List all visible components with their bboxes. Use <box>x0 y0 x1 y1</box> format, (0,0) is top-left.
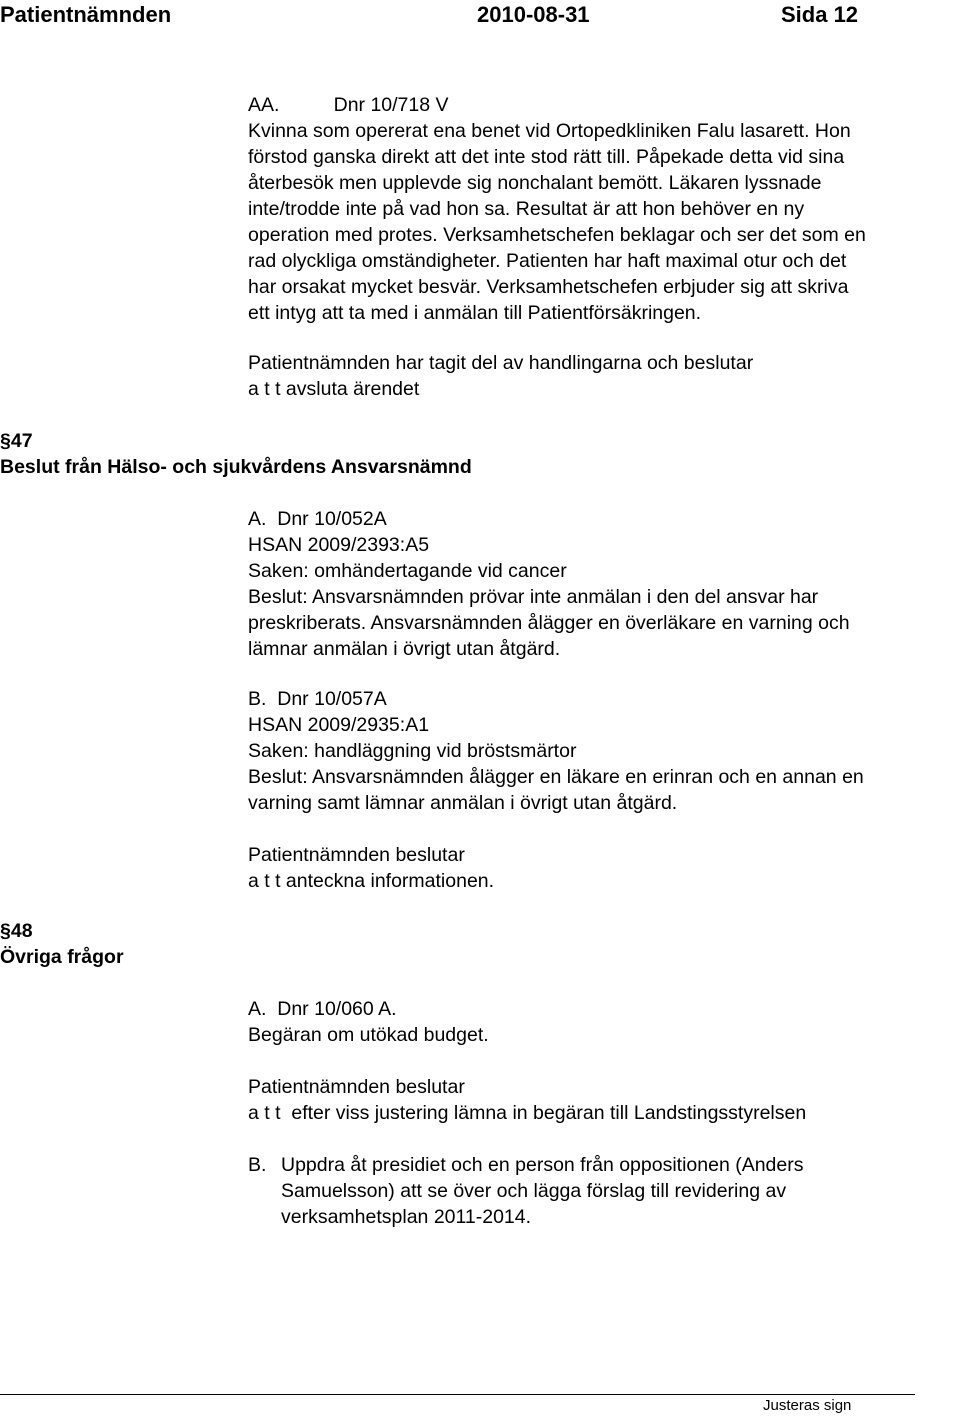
case-line: varning samt lämnar anmälan i övrigt utan åtgärd. <box>248 792 678 814</box>
decision-line: a t t anteckna informationen. <box>248 870 495 892</box>
section-48-item-b-label: B. <box>248 1154 267 1176</box>
item-line: A. Dnr 10/060 A. <box>248 998 397 1020</box>
case-aa-line: Kvinna som opererat ena benet vid Ortopedkliniken Falu lasarett. Hon <box>248 120 851 142</box>
section-47-title: Beslut från Hälso- och sjukvårdens Ansvarsnämnd <box>0 456 472 478</box>
section-48-number: §48 <box>0 920 33 942</box>
case-line: A. Dnr 10/052A <box>248 508 387 530</box>
section-48-item-a <box>248 996 960 1048</box>
case-aa-line: rad olyckliga omständigheter. Patienten har haft maximal otur och det <box>248 250 847 272</box>
case-line: HSAN 2009/2935:A1 <box>248 714 430 736</box>
section-47-case-a <box>248 506 960 662</box>
section-48-title: Övriga frågor <box>0 946 124 968</box>
section-47-number: §47 <box>0 430 33 452</box>
case-line: HSAN 2009/2393:A5 <box>248 534 430 556</box>
case-line: preskriberats. Ansvarsnämnden ålägger en överläkare en varning och <box>248 612 850 634</box>
item-line: verksamhetsplan 2011-2014. <box>281 1206 532 1228</box>
case-line: Beslut: Ansvarsnämnden ålägger en läkare en erinran och en annan en <box>248 766 864 788</box>
decision-line: a t t efter viss justering lämna in begäran till Landstingsstyrelsen <box>248 1102 807 1124</box>
decision-line: Patientnämnden har tagit del av handlingarna och beslutar <box>248 352 754 374</box>
case-aa-line: inte/trodde inte på vad hon sa. Resultat är att hon behöver en ny <box>248 198 805 220</box>
case-line: Saken: handläggning vid bröstsmärtor <box>248 740 577 762</box>
section-48-decision <box>248 1074 960 1126</box>
case-aa-line: förstod ganska direkt att det inte stod rätt till. Påpekade detta vid sina <box>248 146 845 168</box>
case-aa-line: operation med protes. Verksamhetschefen beklagar och ser det som en <box>248 224 866 246</box>
item-line: Begäran om utökad budget. <box>248 1024 489 1046</box>
case-aa-decision <box>248 350 960 402</box>
case-aa-line: AA. Dnr 10/718 V <box>248 94 449 116</box>
signature-line <box>0 1394 915 1395</box>
header-page-number: Sida 12 <box>781 2 859 27</box>
item-line: Uppdra åt presidiet och en person från oppositionen (Anders <box>281 1154 804 1176</box>
decision-line: Patientnämnden beslutar <box>248 844 465 866</box>
section-48-item-b-text <box>281 1152 804 1230</box>
case-aa-line: har orsakat mycket besvär. Verksamhetschefen erbjuder sig att skriva <box>248 276 849 298</box>
case-line: Saken: omhändertagande vid cancer <box>248 560 567 582</box>
decision-line: Patientnämnden beslutar <box>248 1076 465 1098</box>
case-aa-line: ett intyg att ta med i anmälan till Patientförsäkringen. <box>248 302 702 324</box>
signature-label: Justeras sign <box>763 1397 852 1414</box>
case-line: lämnar anmälan i övrigt utan åtgärd. <box>248 638 561 660</box>
case-line: Beslut: Ansvarsnämnden prövar inte anmälan i den del ansvar har <box>248 586 819 608</box>
header-date: 2010-08-31 <box>477 2 590 27</box>
item-line: Samuelsson) att se över och lägga förslag till revidering av <box>281 1180 787 1202</box>
case-aa-line: återbesök men upplevde sig nonchalant bemött. Läkaren lyssnade <box>248 172 822 194</box>
section-47-decision <box>248 842 960 894</box>
section-47-case-b <box>248 686 960 816</box>
header-title: Patientnämnden <box>0 2 172 27</box>
case-line: B. Dnr 10/057A <box>248 688 387 710</box>
case-aa-text <box>248 92 960 326</box>
decision-line: a t t avsluta ärendet <box>248 378 420 400</box>
